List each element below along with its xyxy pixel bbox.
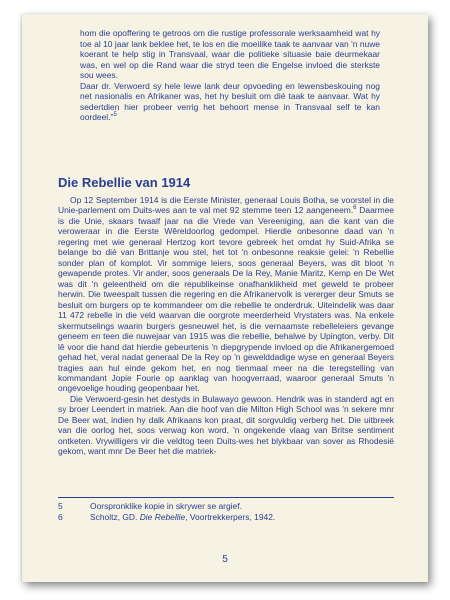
footnote-text: Oorspronklike kopie in skrywer se argief. — [90, 501, 242, 511]
footnote-author: Scholtz, GD. — [90, 512, 140, 522]
footnote-ref-6: 6 — [353, 205, 357, 212]
footnote-number: 5 — [58, 501, 63, 511]
footnote-text — [90, 512, 394, 523]
quote-paragraph-2-text: Daar dr. Verwoerd sy hele lewe lank deur opvoeding en lewensbeskouing nog net nasionalis en Afrikaner was, het hy besluit om dié taak te aanvaar. Wat hy sedertdien hier probeer verrig het behoort mense in Transvaal self te kan oordeel." — [80, 80, 380, 122]
body-paragraph-1-rest: Daarmee is die Unie, skaars twaalf jaar na die Vrede van Vereeniging, aan die kant van die veroweraar in die Eerste Wêreldoorlog gedompel. Hierdie onbesonne daad van 'n regering met wie generaal Hertzog kort tevore gebreek het omdat hy Suid-Afrika se belange bo dié van Brittanje wou stel, het tot 'n onbesonne reaksie gelei: 'n Rebellie sonder plan of komplot. Vir sommige leiers, soos generaal Beyers, was dit bloot 'n gewapende protes. Vir ander, soos generaals De la Rey, Manie Maritz, Kemp en De Wet was dit 'n geleentheid om die republikeinse onafhanklikheid met geweld te probeer herwin. Die tweespalt tussen die regering en die Afrikanervolk is vererger deur Smuts se besluit om burgers op te kommandeer om die rebellie te onderdruk. Uiteindelik was daar 11 472 rebelle in die veld waarvan die oorgrote meerderheid Vrystaters was. Na enkele skermutselings waarin burgers gesneuwel het, is die vernaamste rebelleleiers gevange geneem en teen die nuwejaar van 1915 was die rebellie, behalwe by Upington, verby. Dit lê voor die hand dat hierdie gebeurtenis 'n diepgrypende invloed op die Afrikanergemoed gehad het, veral nadat generaal De la Rey op 'n gewelddadige wyse en generaal Beyers tragies aan hul einde gekom het, en nog tienmaal meer na die teregstelling van kommandant Jopie Fourie op aanklag van hoogverraad, waaroor generaal Smuts 'n ongevoelige houding geopenbaar het. — [58, 205, 395, 394]
footnote-ref-5: 5 — [113, 112, 117, 119]
quoted-passage — [80, 28, 380, 123]
quote-paragraph-1: hom die opoffering te getroos om die rustige professorale werksaamheid wat hy toe al 10 jaar lank beklee het, te los en die moeilike taak te aanvaar van 'n nuwe koerant te help stig in Transvaal, waar die politieke situasie baie deurmekaar was, en wel op die Rand waar die stryd teen die Engelse invloed die sterkste sou wees. — [80, 28, 380, 80]
footnote-number: 6 — [58, 512, 63, 522]
footnote-book-title: Die Rebellie — [139, 512, 186, 522]
page-number: 5 — [222, 554, 228, 565]
footnote-5 — [58, 501, 394, 512]
body-paragraph-2: Die Verwoerd-gesin het destyds in Bulawayo gewoon. Hendrik was in standerd agt en sy broer Leendert in matriek. Aan die hoof van die Milton High School was 'n sekere mnr De Beer wat, indien hy dalk Afrikaans kon praat, dit sorgvuldig verberg het. Die uitbreek van die oorlog het, soos verwag kon word, 'n ongekende vlaag van Britse sentiment ontketen. Vrywilligers vir die veldtog teen Duits-wes het blykbaar van sover as Rhodesië gekom, want mnr De Beer het die matriek- — [58, 393, 394, 457]
quote-paragraph-2 — [80, 81, 380, 123]
book-page — [22, 14, 428, 582]
body-paragraph-1 — [58, 195, 394, 394]
body-paragraph-1-start: Op 12 September 1914 is die Eerste Minister, generaal Louis Botha, se voorstel in die Unie-parlement om Duits-wes aan te val met 92 stemme teen 12 aangeneem. — [58, 195, 394, 216]
footnote-6 — [58, 512, 394, 523]
footnotes — [58, 501, 394, 523]
footnote-divider — [58, 497, 394, 498]
footnote-publisher: , Voortrekkerpers, 1942. — [185, 512, 276, 522]
section-body — [58, 195, 394, 457]
section-heading: Die Rebellie van 1914 — [58, 175, 191, 190]
